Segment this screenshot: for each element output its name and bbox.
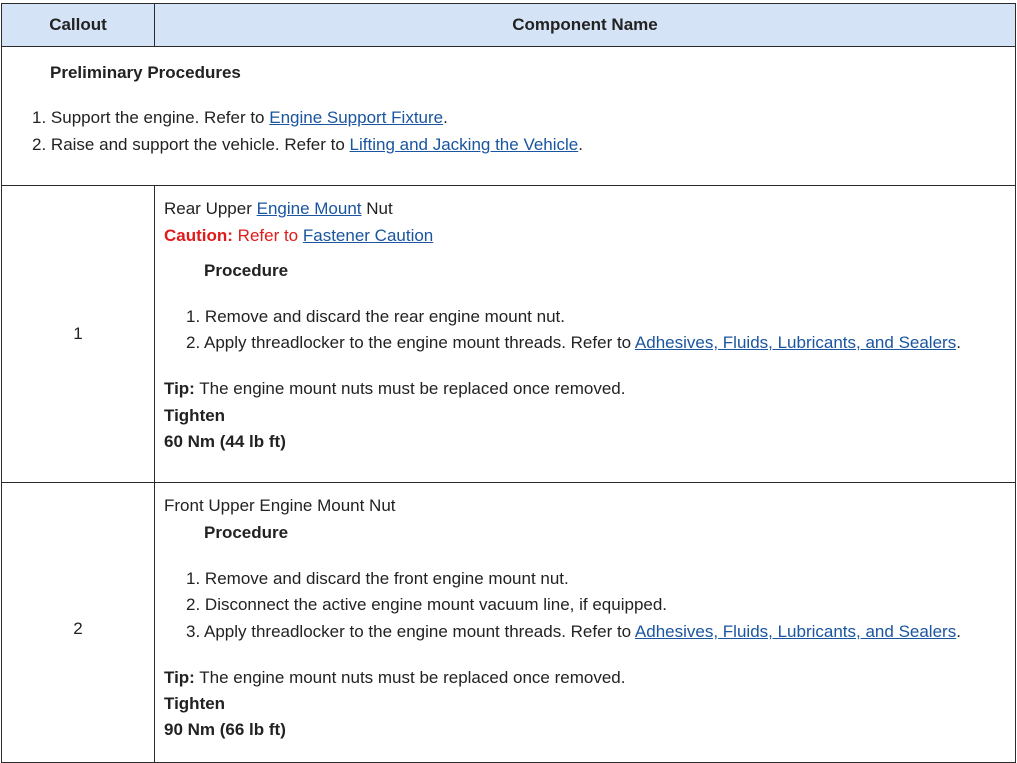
component-name [164,199,393,219]
list-item [32,108,448,128]
step-text: Apply threadlocker to the engine mount threads. Refer to [203,622,635,641]
step-number: 1. [32,108,47,127]
tighten-label: Tighten [164,406,226,425]
step-number: 2. [186,333,201,352]
step-number: 2. [186,595,201,614]
step-punct: . [578,135,583,154]
component-name-suffix: Nut [361,199,393,218]
callout-number: 1 [73,324,83,343]
component-name-prefix: Rear Upper [164,199,257,218]
step-text: Support the engine. Refer to [50,108,270,127]
procedure-title: Procedure [204,523,289,542]
fastener-caution-link[interactable]: Fastener Caution [302,226,434,245]
callout-cell [2,483,155,763]
step-text: Disconnect the active engine mount vacuum line, if equipped. [204,595,668,614]
step-number: 3. [186,622,201,641]
procedure-title: Procedure [204,261,289,280]
callout-cell [2,186,155,482]
header-component-name: Component Name [512,15,658,34]
tighten-label: Tighten [164,694,226,713]
step-text: Remove and discard the rear engine mount nut. [204,307,565,326]
table-header-row [2,4,1015,47]
list-item [186,595,667,615]
list-item [186,307,565,327]
caution-line [164,226,433,246]
caution-label: Caution: [164,226,233,245]
torque-value: 60 Nm (44 lb ft) [164,432,286,451]
lifting-jacking-link[interactable]: Lifting and Jacking the Vehicle [349,135,579,154]
list-item [186,333,961,353]
caution-text: Refer to [232,226,303,245]
tip-text: The engine mount nuts must be replaced once removed. [194,379,626,398]
tip-line [164,668,625,688]
callout-number: 2 [73,619,83,638]
tip-label: Tip: [164,379,195,398]
step-text: Raise and support the vehicle. Refer to [50,135,350,154]
list-item [32,135,583,155]
adhesives-fluids-link[interactable]: Adhesives, Fluids, Lubricants, and Sealers [634,333,957,352]
tip-line [164,379,625,399]
component-name: Front Upper Engine Mount Nut [164,496,396,515]
header-callout: Callout [2,4,155,46]
step-number: 2. [32,135,47,154]
tip-label: Tip: [164,668,195,687]
preliminary-procedures-row [2,47,1015,186]
step-punct: . [443,108,448,127]
preliminary-title: Preliminary Procedures [50,63,241,82]
procedure-table [1,3,1016,763]
table-row [2,483,1015,763]
tip-text: The engine mount nuts must be replaced once removed. [194,668,626,687]
list-item [186,569,569,589]
engine-mount-link[interactable]: Engine Mount [256,199,362,218]
step-text: Apply threadlocker to the engine mount threads. Refer to [203,333,635,352]
step-punct: . [956,622,961,641]
list-item [186,622,961,642]
step-number: 1. [186,307,201,326]
torque-value: 90 Nm (66 lb ft) [164,720,286,739]
step-punct: . [956,333,961,352]
step-number: 1. [186,569,201,588]
engine-support-fixture-link[interactable]: Engine Support Fixture [269,108,444,127]
adhesives-fluids-link[interactable]: Adhesives, Fluids, Lubricants, and Sealers [634,622,957,641]
table-row [2,186,1015,483]
step-text: Remove and discard the front engine mount nut. [204,569,569,588]
